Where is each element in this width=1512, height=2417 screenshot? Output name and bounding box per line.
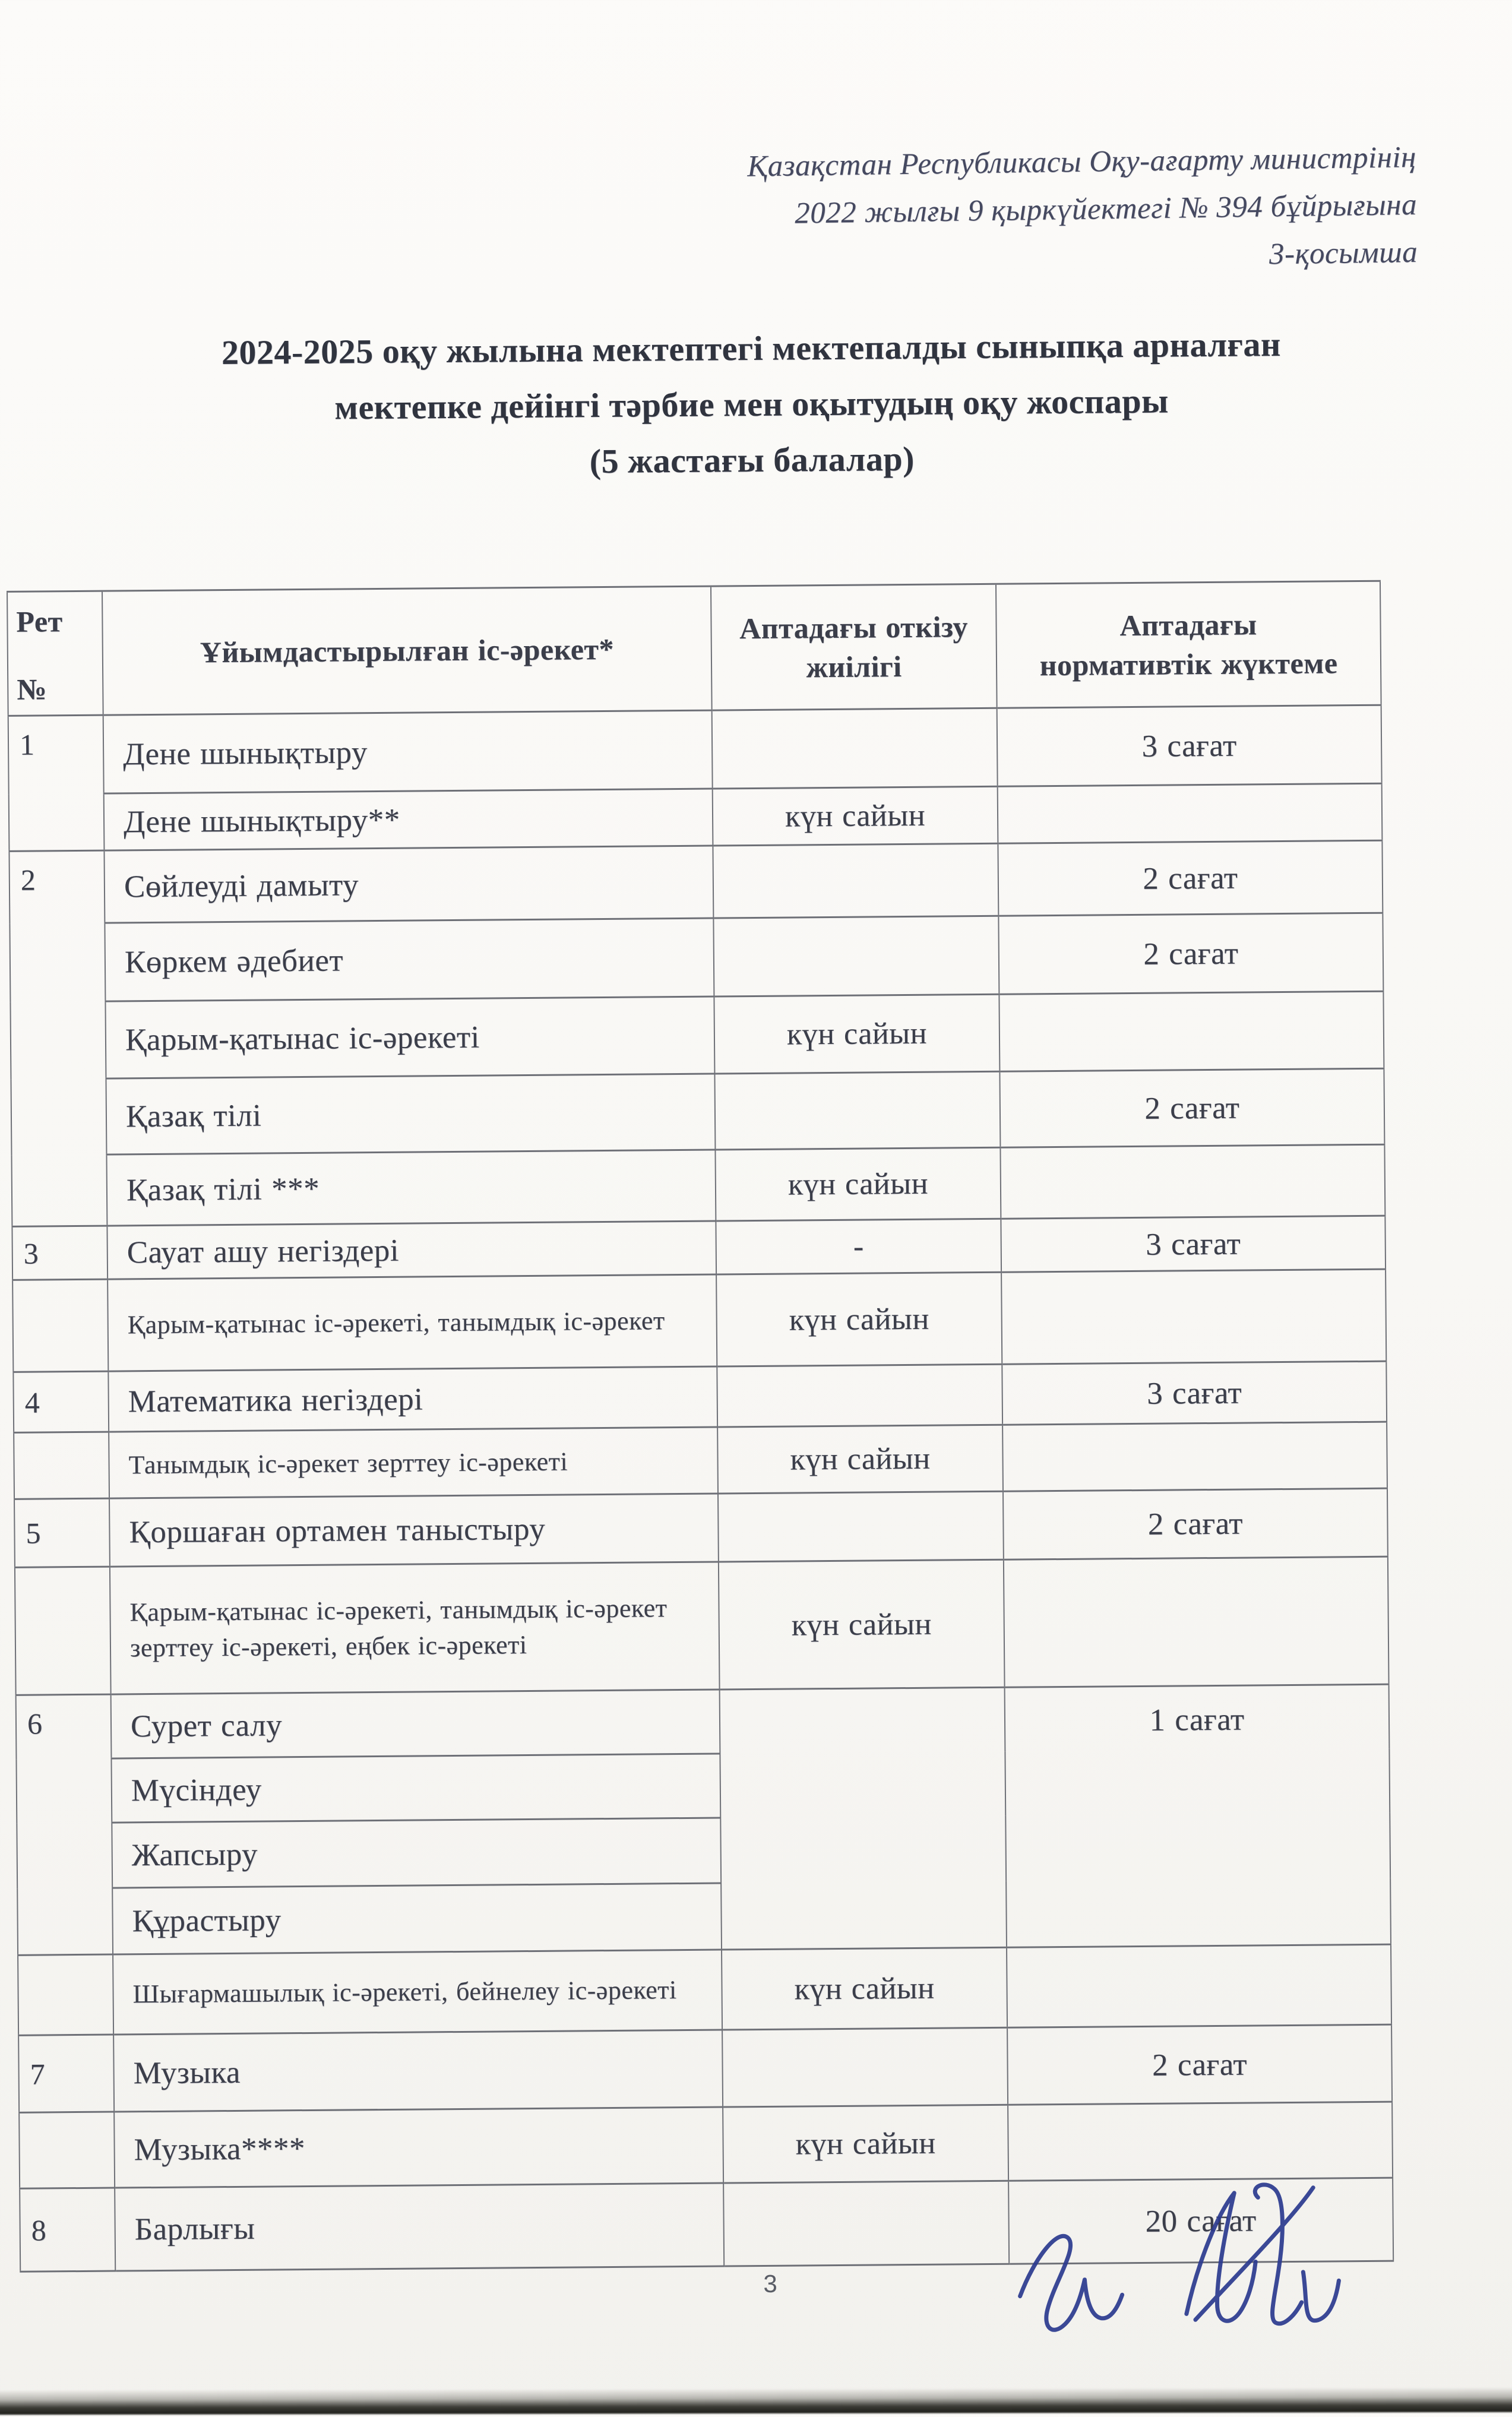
- table-row: [12, 1269, 1386, 1372]
- activity-cell: Сөйлеуді дамыту: [104, 846, 713, 923]
- curriculum-table: [7, 580, 1394, 2273]
- activity-cell: Қоршаған ортамен таныстыру: [109, 1494, 719, 1567]
- frequency-cell: күн сайын: [717, 1425, 1003, 1494]
- activity-cell: Музыка: [113, 2030, 723, 2112]
- frequency-cell: -: [716, 1219, 1001, 1274]
- load-cell: 2 сағат: [1003, 1488, 1388, 1559]
- doc-ref-line-2: 2022 жылғы 9 қыркүйектегі № 394 бұйрығына: [794, 188, 1418, 230]
- frequency-cell: күн сайын: [719, 1559, 1005, 1690]
- activity-cell: Қазақ тілі: [106, 1074, 715, 1154]
- curriculum-table-wrap: [7, 580, 1393, 2273]
- signature-icon: [978, 2166, 1359, 2377]
- row-number-cell: 7: [18, 2035, 114, 2112]
- activity-cell: Көркем әдебиет: [105, 918, 714, 1001]
- row-number-cell: [12, 1279, 108, 1372]
- header-activity-column: Ұйымдастырылған іс-әрекет*: [102, 586, 712, 715]
- header-load-line2: нормативтік жүктеме: [1039, 646, 1338, 682]
- table-row: [18, 2024, 1392, 2112]
- activity-cell: Қазақ тілі ***: [106, 1150, 716, 1226]
- activity-cell: Қарым-қатынас іс-әрекеті: [105, 996, 714, 1078]
- header-load-column: [996, 581, 1381, 708]
- frequency-cell: күн сайын: [714, 994, 999, 1074]
- activity-cell: Қарым-қатынас іс-әрекеті, танымдық іс-әрекет: [107, 1274, 717, 1371]
- header-frequency-line2: жиілігі: [806, 650, 902, 684]
- frequency-cell: күн сайын: [716, 1272, 1002, 1366]
- activity-cell: Сауат ашу негіздері: [107, 1221, 716, 1279]
- row-number-cell: [15, 1567, 111, 1695]
- header-frequency-column: [711, 584, 997, 710]
- load-cell: 20 сағат: [1008, 2178, 1393, 2264]
- scanner-edge-artifact: [0, 2387, 1512, 2415]
- table-row: [10, 991, 1384, 1079]
- activity-cell: Математика негіздері: [108, 1366, 717, 1432]
- row-number-cell: 5: [14, 1498, 110, 1567]
- table-row: [14, 1422, 1387, 1499]
- frequency-cell: [713, 843, 998, 918]
- activity-cell: Сурет салу: [111, 1690, 720, 1758]
- table-header-row: [7, 581, 1381, 716]
- table-row: [18, 1944, 1391, 2035]
- table-row: [15, 1557, 1389, 1695]
- frequency-cell: [723, 2181, 1009, 2266]
- title-line-1: 2024-2025 оқу жылына мектептегі мектепалды сыныпқа арналған: [221, 325, 1282, 372]
- header-number-line1: Рет: [16, 605, 63, 638]
- row-number-cell: 4: [13, 1371, 109, 1432]
- row-number-cell: 6: [16, 1694, 113, 1955]
- table-row: [11, 1144, 1385, 1226]
- header-frequency-line1: Аптадағы откізу: [739, 610, 969, 646]
- title-line-2: мектепке дейінгі тәрбие мен оқытудың оқу жоспары: [334, 381, 1169, 427]
- row-number-cell: 2: [9, 850, 107, 1226]
- table-row: [9, 840, 1383, 923]
- frequency-cell: [712, 708, 998, 789]
- load-cell: [1004, 1557, 1389, 1687]
- load-cell: [1002, 1422, 1387, 1491]
- frequency-cell: [720, 1687, 1007, 1950]
- load-cell: [1001, 1269, 1386, 1364]
- doc-ref-line-3: 3-қосымша: [1269, 235, 1418, 271]
- row-number-cell: [18, 1954, 113, 2035]
- frequency-cell: [714, 1071, 1000, 1150]
- load-cell: 2 сағат: [999, 1068, 1384, 1147]
- load-cell: [998, 783, 1383, 843]
- load-cell: [999, 991, 1384, 1071]
- activity-cell: Мүсіндеу: [111, 1754, 720, 1823]
- row-number-cell: [19, 2112, 115, 2188]
- row-number-cell: 3: [12, 1226, 107, 1280]
- page-number: 3: [763, 2269, 777, 2298]
- activity-cell: Музыка****: [114, 2107, 723, 2188]
- load-cell: 3 сағат: [997, 705, 1382, 786]
- load-cell: 1 сағат: [1005, 1684, 1391, 1947]
- title-line-3: (5 жастағы балалар): [589, 439, 915, 481]
- activity-cell: Құрастыру: [112, 1883, 722, 1954]
- frequency-cell: [717, 1364, 1002, 1427]
- row-number-cell: [14, 1432, 109, 1499]
- header-load-line1: Аптадағы: [1119, 608, 1257, 643]
- activity-cell: Қарым-қатынас іс-әрекеті, танымдық іс-әрекет зерттеу іс-әрекеті, еңбек іс-әрекеті: [110, 1562, 720, 1694]
- table-row: [9, 783, 1383, 851]
- handwritten-signature: [978, 2166, 1359, 2377]
- load-cell: [1007, 1944, 1391, 2027]
- activity-cell: Дене шынықтыру: [103, 710, 713, 793]
- load-cell: 3 сағат: [1002, 1361, 1387, 1425]
- header-number-line2: №: [17, 672, 48, 706]
- activity-cell: Танымдық іс-әрекет зерттеу іс-әрекеті: [109, 1427, 718, 1498]
- header-number-column: [7, 591, 103, 716]
- activity-cell: Дене шынықтыру**: [104, 789, 713, 850]
- doc-ref-line-1: Қазақстан Республикасы Оқу-ағарту министрінің: [746, 140, 1417, 184]
- load-cell: [1000, 1144, 1385, 1219]
- table-row: [13, 1361, 1387, 1432]
- row-number-cell: 1: [8, 715, 105, 851]
- document-reference-header: [584, 134, 1418, 288]
- frequency-cell: [718, 1491, 1004, 1562]
- load-cell: 3 сағат: [1001, 1216, 1386, 1272]
- row-number-cell: 8: [20, 2188, 115, 2272]
- table-row: [10, 913, 1383, 1002]
- frequency-cell: күн сайын: [723, 2105, 1008, 2183]
- activity-cell: Шығармашылық іс-әрекеті, бейнелеу іс-әрекеті: [113, 1950, 722, 2035]
- page-title: [0, 315, 1508, 494]
- frequency-cell: [722, 2027, 1008, 2107]
- table-row: [14, 1488, 1388, 1567]
- frequency-cell: [713, 916, 999, 996]
- table-row: [16, 1684, 1390, 1759]
- table-row: [11, 1068, 1384, 1155]
- frequency-cell: күн сайын: [715, 1147, 1001, 1221]
- table-row: [8, 705, 1382, 794]
- frequency-cell: күн сайын: [722, 1947, 1007, 2030]
- activity-cell: Барлығы: [115, 2183, 724, 2271]
- load-cell: 2 сағат: [998, 913, 1383, 994]
- frequency-cell: күн сайын: [713, 786, 998, 846]
- load-cell: 2 сағат: [1007, 2024, 1392, 2105]
- activity-cell: Жапсыру: [112, 1818, 721, 1888]
- load-cell: 2 сағат: [998, 840, 1383, 916]
